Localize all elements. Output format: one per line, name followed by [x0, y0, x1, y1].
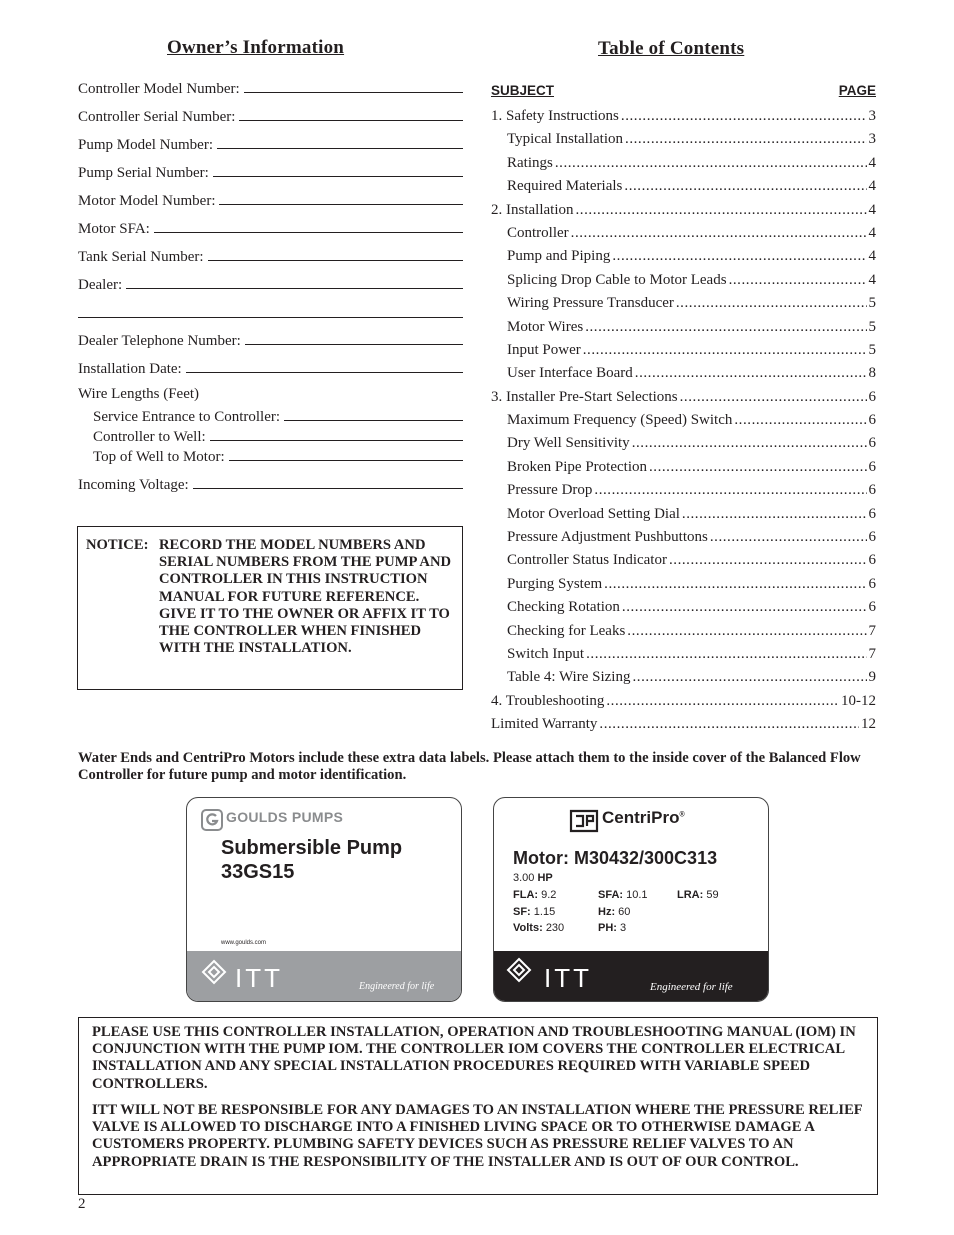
wire-field-service-entrance: Service Entrance to Controller:	[93, 406, 463, 426]
toc-entry-title: Broken Pipe Protection	[507, 458, 647, 475]
owner-field-dealer-phone: Dealer Telephone Number:	[78, 330, 463, 350]
motor-spec: LRA: 59	[677, 889, 719, 901]
toc-entry-title: Splicing Drop Cable to Motor Leads	[507, 271, 727, 288]
itt-logo-icon	[506, 957, 532, 985]
toc-entry-page: 6	[868, 505, 876, 522]
toc-entry[interactable]	[491, 292, 876, 315]
toc-entry-title: Checking for Leaks	[507, 622, 626, 639]
itt-band	[187, 951, 461, 1001]
toc-entry-title: Typical Installation	[507, 131, 624, 148]
toc-entry[interactable]	[491, 549, 876, 572]
motor-spec: Hz: 60	[598, 905, 631, 918]
toc-entry-page: 7	[868, 645, 876, 662]
toc-leader-dots	[621, 105, 867, 128]
toc-entry-page: 3	[868, 131, 876, 148]
toc-entry-page: 12	[861, 716, 876, 733]
toc-entry-title: Input Power	[507, 341, 581, 358]
notice-text: RECORD THE MODEL NUMBERS AND SERIAL NUMBERS FROM THE PUMP AND CONTROLLER IN THIS INSTRUCTION MANUAL FOR FUTURE REFERENCE. GIVE IT TO THE OWNER OR AFFIX IT TO THE CONTROLLER WHEN FINISHED WITH THE INSTALLATION.	[159, 537, 452, 657]
toc-entry-page: 5	[868, 318, 876, 335]
notice-paragraph-2: ITT WILL NOT BE RESPONSIBLE FOR ANY DAMAGES TO AN INSTALLATION WHERE THE PRESSURE RELIEF VALVE IS ALLOWED TO DISCHARGE INTO A FINISHED LIVING SPACE OR TO OTHERWISE DAMAGE A CUSTOMERS PROPERTY. PLUMBING SAFETY DEVICES SUCH AS PRESSURE RELIEF VALVES TO AN APPROPRIATE DRAIN IS THE RESPONSIBILITY OF THE INSTALLER AND IS OUT OF OUR CONTROL.	[92, 1102, 863, 1170]
toc-entry[interactable]	[491, 386, 876, 409]
toc-entry-title: Motor Wires	[507, 318, 584, 335]
wire-lengths-heading: Wire Lengths (Feet)	[78, 386, 200, 402]
wire-field-controller-to-well: Controller to Well:	[93, 426, 463, 446]
goulds-website: www.goulds.com	[221, 940, 267, 946]
centripro-logo-icon	[568, 806, 600, 836]
toc-entry[interactable]	[491, 690, 876, 713]
toc-leader-dots	[604, 573, 866, 596]
toc-entry-page: 6	[868, 575, 876, 592]
toc-entry[interactable]	[491, 339, 876, 362]
toc-leader-dots	[632, 666, 866, 689]
centripro-brand: CentriPro®	[602, 808, 685, 827]
write-in-line[interactable]	[154, 232, 463, 233]
toc-entry[interactable]	[491, 666, 876, 689]
owner-field-tank-serial: Tank Serial Number:	[78, 246, 463, 266]
write-in-line[interactable]	[229, 460, 463, 461]
owner-field-install-date: Installation Date:	[78, 358, 463, 378]
toc-leader-dots	[586, 643, 866, 666]
motor-spec: PH: 3	[598, 922, 627, 934]
toc-leader-dots	[585, 316, 866, 339]
toc-entry-title: Motor Overload Setting Dial	[507, 505, 680, 522]
pump-title: Submersible Pump 33GS15	[221, 837, 403, 883]
toc-leader-dots	[632, 432, 867, 455]
toc-entry-title: Pressure Drop	[507, 482, 593, 499]
notice-label: NOTICE:	[86, 537, 149, 553]
toc-entry-title: 3. Installer Pre-Start Selections	[491, 388, 678, 405]
itt-tagline: Engineered for life	[359, 981, 435, 992]
toc-leader-dots	[734, 409, 866, 432]
itt-band	[494, 951, 768, 1001]
itt-tagline: Engineered for life	[650, 981, 733, 993]
toc-entry[interactable]	[491, 596, 876, 619]
toc-leader-dots	[649, 456, 867, 479]
wire-field-top-of-well: Top of Well to Motor:	[93, 446, 463, 466]
toc-leader-dots	[625, 128, 866, 151]
write-in-line[interactable]	[193, 488, 463, 489]
toc-entry-page: 6	[868, 388, 876, 405]
toc-entry-page: 5	[868, 341, 876, 358]
owner-field-pump-serial: Pump Serial Number:	[78, 162, 463, 182]
toc-entry-page: 6	[868, 412, 876, 429]
toc-entry-title: Wiring Pressure Transducer	[507, 295, 674, 312]
toc-leader-dots	[622, 596, 867, 619]
write-in-line[interactable]	[126, 288, 463, 289]
goulds-logo-icon	[201, 809, 223, 831]
toc-entry[interactable]	[491, 152, 876, 175]
toc-entry-title: Pressure Adjustment Pushbuttons	[507, 529, 708, 546]
toc-entry-title: Purging System	[507, 575, 603, 592]
toc-entry-title: 4. Troubleshooting	[491, 692, 605, 709]
toc-entry-page: 8	[868, 365, 876, 382]
toc-leader-dots	[682, 503, 867, 526]
write-in-line[interactable]	[217, 148, 463, 149]
pump-data-label	[186, 797, 462, 1002]
toc-leader-dots	[676, 292, 867, 315]
write-in-line[interactable]	[208, 260, 463, 261]
labels-note: Water Ends and CentriPro Motors include these extra data labels. Please attach them to the inside cover of the Balanced Flow Controller for future pump and motor identification.	[78, 750, 861, 784]
motor-spec: SF: 1.15	[513, 905, 556, 918]
toc-entry-page: 6	[868, 482, 876, 499]
owner-field-motor-sfa: Motor SFA:	[78, 218, 463, 238]
toc-leader-dots	[594, 479, 866, 502]
toc-entry-page: 4	[868, 224, 876, 241]
motor-spec: FLA: 9.2	[513, 889, 557, 901]
toc-entry-title: Limited Warranty	[491, 716, 598, 733]
write-in-line[interactable]	[213, 176, 463, 177]
toc-entry[interactable]	[491, 479, 876, 502]
toc-entry-page: 6	[868, 529, 876, 546]
toc-entry[interactable]	[491, 432, 876, 455]
toc-subject-header: SUBJECT	[491, 83, 555, 98]
toc-entry-title: 2. Installation	[491, 201, 574, 218]
toc-entry[interactable]	[491, 643, 876, 666]
toc-entry-title: Maximum Frequency (Speed) Switch	[507, 412, 733, 429]
toc-page-header: PAGE	[838, 83, 876, 98]
toc-entry[interactable]	[491, 128, 876, 151]
write-in-line[interactable]	[245, 344, 463, 345]
toc-leader-dots	[635, 362, 867, 385]
notice-paragraph-1: PLEASE USE THIS CONTROLLER INSTALLATION, OPERATION AND TROUBLESHOOTING MANUAL (IOM) IN CONJUNCTION WITH THE PUMP IOM. THE CONTROLLER IOM COVERS THE CONTROLLER ELECTRICAL INSTALLATION AND ANY SPECIAL INSTALLATION PROCEDURES REQUIRED WITH VARIABLE SPEED CONTROLLERS.	[92, 1024, 856, 1092]
owner-field-controller-serial: Controller Serial Number:	[78, 106, 463, 126]
toc-entry[interactable]	[491, 526, 876, 549]
owner-field-dealer: Dealer:	[78, 274, 463, 294]
toc-entry-page: 3	[868, 108, 876, 124]
motor-title: Motor: M30432/300C313	[513, 848, 718, 868]
toc-entry-title: Required Materials	[507, 178, 623, 195]
toc-leader-dots	[669, 549, 867, 572]
toc-entry-page: 7	[868, 622, 876, 639]
toc-column-headers	[491, 83, 876, 98]
toc-entry-title: Checking Rotation	[507, 599, 620, 616]
toc-entry-page: 6	[868, 552, 876, 569]
toc-entry-title: Dry Well Sensitivity	[507, 435, 630, 452]
toc-entry[interactable]	[491, 503, 876, 526]
motor-hp: 3.00 HP	[513, 872, 553, 884]
toc-entry[interactable]	[491, 620, 876, 643]
toc-entry-title: Ratings	[507, 154, 553, 171]
motor-spec: Volts: 230	[513, 922, 565, 934]
motor-data-label	[493, 797, 769, 1002]
write-in-line[interactable]	[210, 440, 463, 441]
page-number: 2	[78, 1196, 86, 1212]
toc-entry-page: 6	[868, 435, 876, 452]
write-in-line[interactable]	[219, 204, 463, 205]
toc-entry-title: Table 4: Wire Sizing	[507, 669, 631, 686]
toc-leader-dots	[599, 713, 859, 736]
toc-leader-dots	[729, 269, 867, 292]
toc-entry-title: 1. Safety Instructions	[491, 108, 619, 124]
toc-entry-title: Controller Status Indicator	[507, 552, 667, 569]
write-in-line[interactable]	[284, 420, 463, 421]
owner-field-controller-model: Controller Model Number:	[78, 78, 463, 98]
toc-entry-title: Controller	[507, 224, 569, 241]
owner-info-heading: Owner’s Information	[167, 37, 345, 58]
toc-entry[interactable]	[491, 713, 876, 736]
toc-leader-dots	[680, 386, 867, 409]
notice-box	[77, 526, 463, 690]
toc-entry-page: 5	[868, 295, 876, 312]
toc-leader-dots	[627, 620, 866, 643]
toc-entry-title: User Interface Board	[507, 365, 633, 382]
motor-spec: SFA: 10.1	[598, 889, 648, 901]
toc-leader-dots	[606, 690, 839, 713]
toc-entry[interactable]	[491, 269, 876, 292]
write-in-line[interactable]	[244, 92, 463, 93]
owner-field-incoming-voltage: Incoming Voltage:	[78, 474, 463, 494]
toc-entry-title: Pump and Piping	[507, 248, 611, 265]
toc-leader-dots	[571, 222, 867, 245]
toc-heading: Table of Contents	[598, 38, 745, 59]
toc-entry-page: 10-12	[841, 692, 876, 709]
toc-entry[interactable]	[491, 222, 876, 245]
dealer-extra-line[interactable]	[78, 317, 463, 318]
toc-entry[interactable]	[491, 362, 876, 385]
toc-entry[interactable]	[491, 105, 876, 128]
toc-leader-dots	[583, 339, 867, 362]
itt-wordmark: ITT	[235, 963, 283, 993]
toc-entry[interactable]	[491, 456, 876, 479]
toc-entry-page: 4	[868, 154, 876, 171]
toc-entry-page: 6	[868, 599, 876, 616]
toc-leader-dots	[576, 199, 867, 222]
toc-entry[interactable]	[491, 573, 876, 596]
toc-list	[491, 105, 876, 737]
toc-leader-dots	[612, 245, 866, 268]
itt-logo-icon	[201, 959, 227, 987]
toc-entry[interactable]	[491, 316, 876, 339]
toc-leader-dots	[555, 152, 867, 175]
toc-entry-page: 9	[868, 669, 876, 686]
write-in-line[interactable]	[186, 372, 463, 373]
toc-leader-dots	[710, 526, 867, 549]
toc-entry-page: 4	[868, 271, 876, 288]
toc-entry-title: Switch Input	[507, 645, 585, 662]
goulds-brand: GOULDS PUMPS	[226, 809, 344, 825]
toc-entry[interactable]	[491, 175, 876, 198]
toc-entry[interactable]	[491, 409, 876, 432]
toc-leader-dots	[624, 175, 866, 198]
toc-entry[interactable]	[491, 245, 876, 268]
owner-field-pump-model: Pump Model Number:	[78, 134, 463, 154]
write-in-line[interactable]	[239, 120, 463, 121]
toc-entry-page: 4	[868, 178, 876, 195]
toc-entry-page: 4	[868, 201, 876, 218]
toc-entry[interactable]	[491, 199, 876, 222]
itt-wordmark: ITT	[544, 963, 592, 993]
toc-entry-page: 6	[868, 458, 876, 475]
responsibility-notice	[78, 1017, 878, 1195]
toc-entry-page: 4	[868, 248, 876, 265]
owner-field-motor-model: Motor Model Number:	[78, 190, 463, 210]
